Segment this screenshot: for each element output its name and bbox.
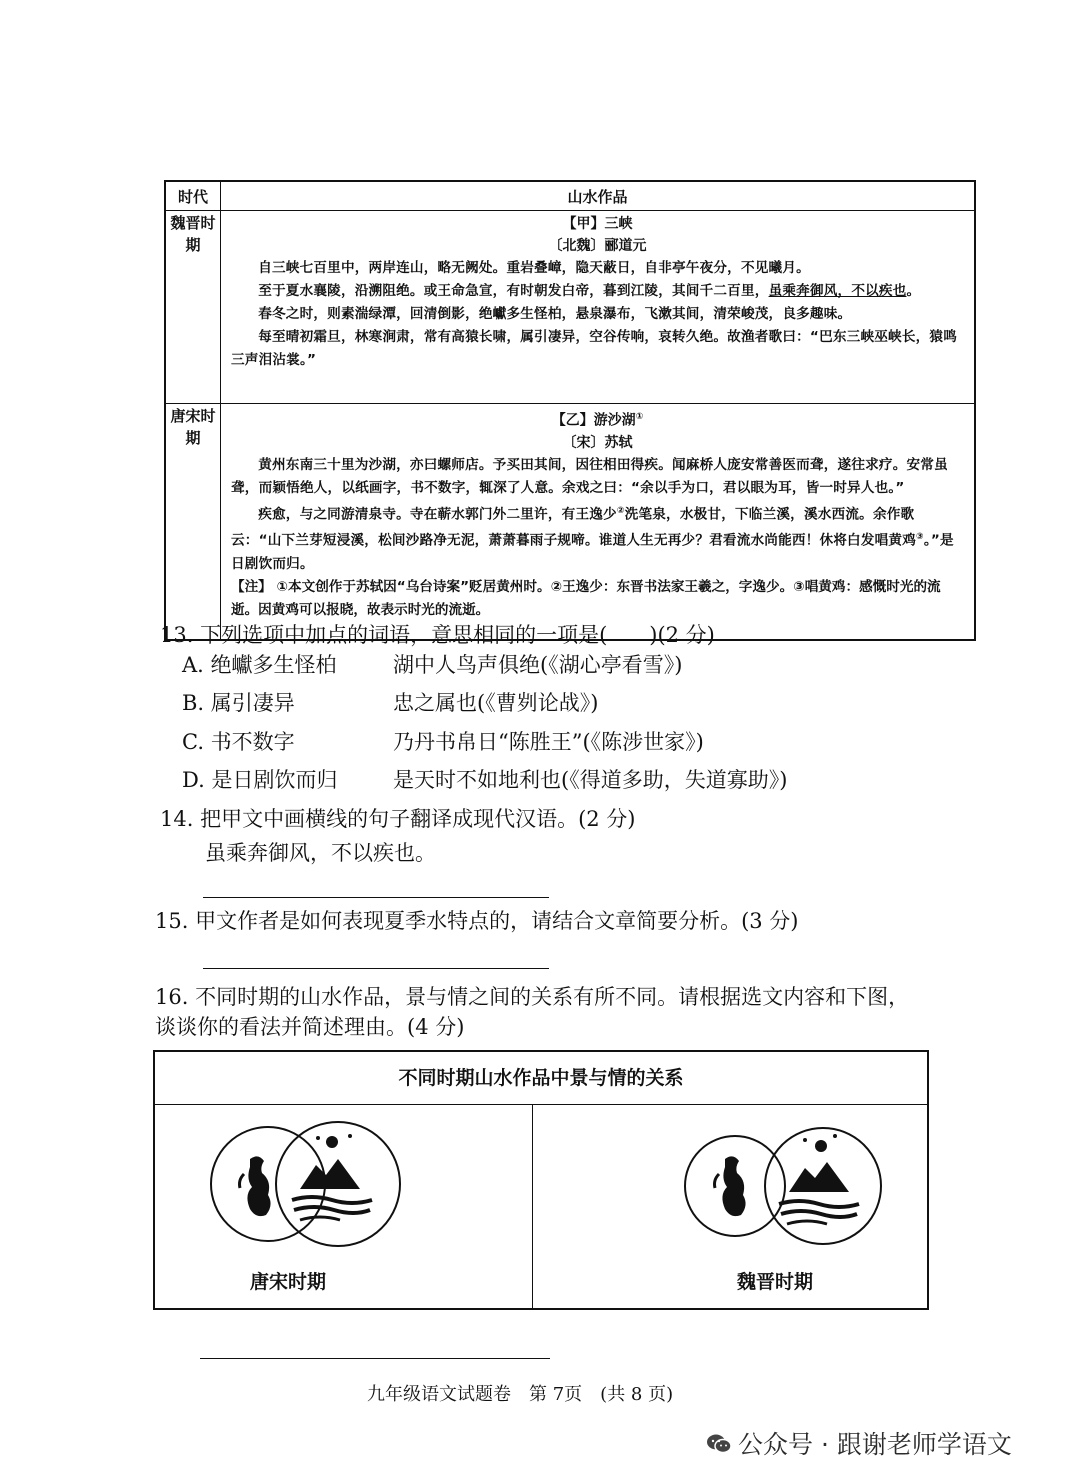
passage-jia-paragraph: 春冬之时，则素湍绿潭，回清倒影，绝巘多生怪柏，悬泉瀑布，飞漱其间，清荣峻茂，良多趣味。: [258, 306, 852, 322]
text-span: 【乙】游沙湖: [551, 412, 636, 429]
passage-jia-author: 〔北魏〕郦道元: [548, 238, 647, 254]
figure-title: 不同时期山水作品中景与情的关系: [155, 1052, 927, 1105]
right-caption: 魏晋时期: [737, 1271, 814, 1293]
figure-person-icon: [715, 1156, 746, 1216]
header-works: 山水作品: [221, 181, 976, 211]
answer-line[interactable]: [203, 897, 549, 898]
era-cell-tangsong: 唐宋时期: [165, 404, 221, 640]
question-16-stem-line2: 谈谈你的看法并简述理由。(4 分): [155, 1015, 465, 1039]
option-d-right: 是天时不如地利也(《得道多助，失道寡助》): [393, 768, 788, 792]
footer-line: [200, 1358, 550, 1359]
question-13-stem: 13. 下列选项中加点的词语，意思相同的一项是( )(2 分): [160, 623, 715, 647]
underlined-sentence: 虽乘奔御风，不以疾也: [768, 283, 907, 299]
passage-yi-paragraph: [231, 500, 964, 576]
question-16-stem-line1: 16. 不同时期的山水作品，景与情之间的关系有所不同。请根据选文内容和下图，: [155, 985, 910, 1009]
watermark-text: 公众号 · 跟谢老师学语文: [738, 1430, 1012, 1459]
mountain-landscape-icon: [779, 1134, 859, 1224]
question-14-stem: 14. 把甲文中画横线的句子翻译成现代汉语。(2 分): [160, 807, 636, 831]
figure-person-icon: [240, 1156, 271, 1216]
question-14-sentence: 虽乘奔御风，不以疾也。: [205, 841, 436, 865]
passage-yi-paragraph: 黄州东南三十里为沙湖，亦曰螺师店。予买田其间，因往相田得疾。闻麻桥人庞安常善医而聋，遂往求疗。安常虽聋，而颖悟绝人，以纸画字，书不数字，辄深了人意。余戏之曰：“余以手为口，君以眼为耳，皆一时异人也。”: [231, 456, 948, 496]
option-b-left: B. 属引凄异: [182, 691, 295, 715]
passage-jia-paragraph: 每至晴初霜旦，林寒涧肃，常有高猿长啸，属引凄异，空谷传响，哀转久绝。故渔者歌曰：“巴东三峡巫峡长，猿鸣三声泪沾裳。”: [231, 329, 958, 368]
option-c-right: 乃丹书帛日“陈胜王”(《陈涉世家》): [393, 730, 704, 754]
header-era: 时代: [165, 181, 221, 211]
passage-yi: [221, 404, 976, 640]
passage-yi-note: 【注】 ①本文创作于苏轼因“乌台诗案”贬居黄州时。②王逸少：东晋书法家王羲之，字逸少。③唱黄鸡：感慨时光的流逝。因黄鸡可以报晓，故表示时光的流逝。: [231, 578, 941, 618]
watermark: [706, 1425, 1012, 1461]
footnote-mark: ①: [635, 412, 644, 422]
table-row: [165, 404, 975, 640]
option-a-left: A. 绝巘多生怪柏: [182, 653, 337, 677]
separate-circles-diagram: [683, 1114, 883, 1254]
table-row: [165, 211, 975, 404]
option-b-right: 忠之属也(《曹刿论战》): [393, 691, 599, 715]
option-c-left: C. 书不数字: [182, 730, 295, 754]
passage-jia: [221, 211, 976, 404]
footnote-mark: ③: [916, 532, 924, 543]
question-15-stem: 15. 甲文作者是如何表现夏季水特点的，请结合文章简要分析。(3 分): [155, 909, 799, 933]
passage-table: [164, 180, 976, 641]
table-header-row: [165, 181, 975, 211]
option-d-left: D. 是日剧饮而归: [182, 768, 338, 792]
text-span: 洗笔泉，水极甘，下临兰溪，溪水西流。余作歌云：“山下兰芽短浸溪，松间沙路净无泥，萧萧暮雨子规啼。谁道人生无再少？君看流水尚能西！休将白发唱黄鸡: [231, 506, 917, 549]
passage-jia-paragraph: [231, 280, 964, 303]
text-span: 。”是日剧饮而归。: [231, 532, 954, 572]
wechat-icon: [706, 1432, 732, 1461]
figure-divider: [532, 1104, 533, 1310]
page-footer: 九年级语文试题卷 第 7页 (共 8 页): [367, 1384, 674, 1405]
text-span: 疾愈，与之同游清泉寺。寺在蕲水郭门外二里许，有王逸少: [258, 506, 617, 523]
left-caption: 唐宋时期: [250, 1271, 327, 1293]
passage-yi-author: 〔宋〕苏轼: [562, 434, 633, 451]
passage-jia-title: 【甲】三峡: [562, 216, 633, 232]
era-cell-weijin: 魏晋时期: [165, 211, 221, 404]
overlap-circles-diagram: [210, 1114, 410, 1254]
mountain-landscape-icon: [292, 1134, 372, 1220]
text-span: 至于夏水襄陵，沿溯阻绝。或王命急宣，有时朝发白帝，暮到江陵，其间千二百里，: [258, 283, 769, 299]
answer-line[interactable]: [203, 968, 549, 969]
footnote-mark: ②: [616, 505, 625, 516]
passage-jia-paragraph: 自三峡七百里中，两岸连山，略无阙处。重岩叠嶂，隐天蔽日，自非亭午夜分，不见曦月。: [258, 260, 810, 276]
option-a-right: 湖中人鸟声俱绝(《湖心亭看雪》): [393, 653, 683, 677]
relation-figure: [153, 1050, 929, 1310]
text-span: 。: [906, 283, 921, 299]
passage-yi-title: [231, 407, 964, 432]
